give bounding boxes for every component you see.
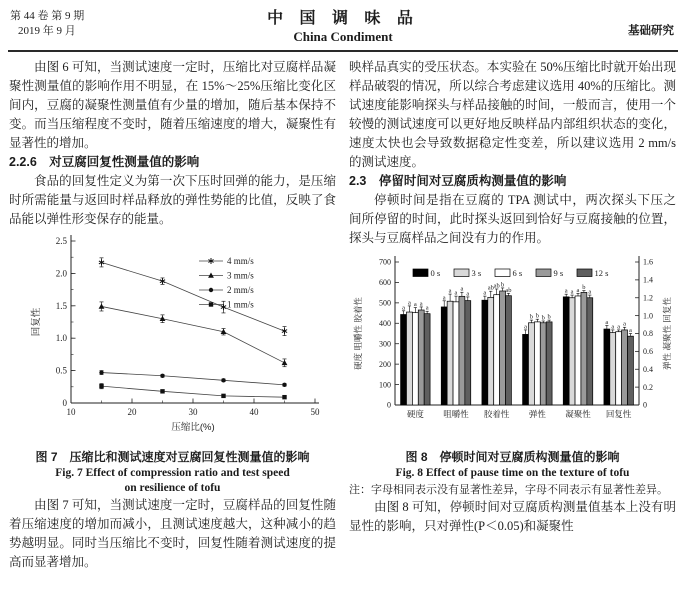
svg-text:3 s: 3 s (471, 268, 482, 278)
svg-text:b: b (547, 313, 551, 321)
journal-title-cn: 中 国 调 味 品 (267, 10, 419, 27)
svg-text:0.5: 0.5 (55, 365, 67, 376)
svg-text:a: a (576, 286, 580, 294)
svg-text:600: 600 (379, 278, 391, 288)
svg-text:a: a (611, 323, 615, 331)
svg-text:6 s: 6 s (512, 268, 523, 278)
svg-text:1.5: 1.5 (55, 300, 67, 311)
svg-text:12 s: 12 s (594, 268, 609, 278)
svg-text:b: b (529, 313, 534, 321)
svg-text:1.0: 1.0 (643, 311, 653, 321)
svg-text:4 mm/s: 4 mm/s (226, 256, 254, 266)
svg-text:a: a (402, 304, 405, 312)
svg-text:700: 700 (379, 257, 391, 267)
svg-text:1.0: 1.0 (55, 333, 67, 344)
fig7-caption-en: Fig. 7 Effect of compression ratio and test speed (55, 467, 290, 479)
svg-text:2 mm/s: 2 mm/s (226, 285, 254, 295)
svg-text:a: a (629, 327, 632, 334)
svg-text:胶着性: 胶着性 (483, 409, 510, 419)
svg-text:0 s: 0 s (430, 268, 441, 278)
fig7-caption-en: on resilience of tofu (124, 482, 221, 494)
paragraph: 由图 7 可知，当测试速度一定时，豆腐样品的回复性随着压缩速度的增加而减小，且测试速度越大，这种减小的趋势越明显。同时当压缩比不变时，回复性随着测试速度的提高而显著增加。 (9, 498, 336, 569)
svg-text:300: 300 (379, 339, 391, 349)
svg-text:b: b (535, 312, 539, 320)
svg-text:a: a (454, 289, 458, 297)
right-column (349, 58, 676, 572)
svg-text:硬度 咀嚼性 胶着性: 硬度 咀嚼性 胶着性 (353, 297, 363, 370)
svg-text:0.4: 0.4 (643, 364, 653, 374)
svg-text:1.6: 1.6 (643, 257, 653, 267)
figure-note: 注：字母相同表示没有显著性差异，字母不同表示有显著性差异。 (349, 484, 668, 496)
two-column-body (0, 52, 686, 572)
svg-text:凝聚性: 凝聚性 (565, 409, 591, 419)
paragraph: 映样品真实的受压状态。本实验在 50%压缩比时就开始出现样品破裂的情况，所以综合考虑建议选用 40%的压缩比。测试速度能影响探头与样品接触的时间，一般而言，使用一个较慢的测试速度可以更好地反映样品内部组织状态的变化，速度太快也会导致数据稳定性变差，所以建议选用 2 mm/s 的测试速度。 (349, 60, 676, 169)
svg-text:a: a (407, 299, 411, 307)
section-label: 基础研究 (628, 25, 674, 37)
svg-text:a: a (623, 320, 627, 328)
svg-text:a: a (413, 301, 417, 309)
svg-text:0: 0 (62, 398, 67, 408)
svg-text:b: b (541, 314, 545, 322)
svg-text:9 s: 9 s (553, 268, 564, 278)
left-column (9, 58, 336, 572)
svg-text:200: 200 (379, 359, 391, 369)
svg-text:a: a (588, 288, 592, 296)
svg-text:b: b (582, 284, 586, 292)
svg-text:0: 0 (643, 400, 647, 410)
svg-text:0.6: 0.6 (643, 347, 653, 357)
svg-text:0.8: 0.8 (643, 329, 653, 339)
svg-text:b: b (500, 281, 505, 289)
svg-text:40: 40 (249, 407, 258, 417)
journal-title-block (0, 5, 686, 45)
fig8-bar-chart (349, 250, 681, 444)
svg-text:a: a (570, 288, 574, 296)
issue-date: 2019 年 9 月 (18, 25, 76, 37)
svg-text:50: 50 (310, 407, 319, 417)
svg-text:30: 30 (188, 407, 197, 417)
svg-text:a: a (425, 304, 429, 312)
fig7-caption-cn: 图 7 压缩比和测试速度对豆腐回复性测量值的影响 (35, 450, 310, 464)
svg-text:a: a (466, 290, 470, 298)
journal-title-en: China Condiment (293, 29, 393, 44)
svg-text:500: 500 (379, 298, 391, 308)
svg-text:弹性 凝聚性 回复性: 弹性 凝聚性 回复性 (662, 297, 672, 370)
svg-text:弹性: 弹性 (528, 409, 546, 419)
svg-text:a: a (460, 285, 464, 293)
svg-text:a: a (564, 287, 568, 295)
svg-text:2.5: 2.5 (55, 236, 67, 246)
svg-text:20: 20 (127, 407, 136, 417)
svg-text:400: 400 (379, 318, 391, 328)
svg-text:ab: ab (487, 284, 494, 292)
svg-text:a: a (483, 289, 487, 297)
volume-issue: 第 44 卷 第 9 期 (10, 10, 85, 22)
svg-text:a: a (617, 323, 621, 331)
svg-text:a: a (605, 318, 609, 326)
svg-text:1.2: 1.2 (643, 293, 653, 303)
figure-7 (9, 231, 336, 496)
svg-text:a: a (419, 300, 423, 308)
svg-text:0.2: 0.2 (643, 382, 653, 392)
svg-text:硬度: 硬度 (406, 409, 424, 419)
svg-text:a: a (448, 287, 452, 295)
paragraph: 停顿时间是指在豆腐的 TPA 测试中，两次探头下压之间所停留的时间，此时探头返回到恰好与豆腐接触的位置，探头与豆腐样品之间没有力的作用。 (349, 193, 676, 245)
svg-text:回复性: 回复性 (30, 307, 42, 337)
figure-8 (349, 250, 676, 481)
fig8-caption-en: Fig. 8 Effect of pause time on the texture of tofu (395, 467, 630, 479)
journal-header (0, 0, 686, 50)
svg-text:a: a (442, 294, 446, 302)
svg-text:ab: ab (505, 286, 512, 294)
section-heading-23: 2.3 停留时间对豆腐质构测量值的影响 (349, 174, 567, 188)
svg-text:a: a (524, 323, 527, 331)
svg-text:100: 100 (379, 380, 391, 390)
svg-text:2.0: 2.0 (55, 268, 67, 279)
fig7-line-chart (23, 231, 323, 444)
svg-text:10: 10 (66, 407, 75, 417)
paragraph: 由图 8 可知，停顿时间对豆腐质构测量值基本上没有明显性的影响，只对弹性(P＜0.05)和凝聚性 (349, 500, 676, 533)
svg-text:回复性: 回复性 (605, 409, 632, 419)
svg-text:咀嚼性: 咀嚼性 (443, 409, 469, 419)
svg-text:压缩比(%): 压缩比(%) (170, 422, 215, 433)
svg-text:1 mm/s: 1 mm/s (226, 299, 254, 310)
svg-text:ab: ab (493, 282, 500, 290)
paragraph: 由图 6 可知，当测试速度一定时，压缩比对豆腐样品凝聚性测量值的影响作用不明显，在 15%～25%压缩比变化区间内，豆腐的凝聚性测量值有少量的增加，随后基本保持不变。而当压缩程度不变时，随着压缩速度的增大，凝聚性有显著性的增加。 (9, 60, 336, 150)
section-heading-226: 2.2.6 对豆腐回复性测量值的影响 (9, 155, 200, 169)
fig8-caption-cn: 图 8 停顿时间对豆腐质构测量值的影响 (405, 450, 620, 464)
svg-text:1.4: 1.4 (643, 275, 653, 285)
paragraph: 食品的回复性定义为第一次下压时回弹的能力，是压缩时所需能量与返回时样品释放的弹性势能的比值，反映了食品能以弹性形变保存的能量。 (9, 174, 336, 226)
svg-text:0: 0 (387, 400, 391, 410)
svg-text:3 mm/s: 3 mm/s (226, 270, 254, 281)
